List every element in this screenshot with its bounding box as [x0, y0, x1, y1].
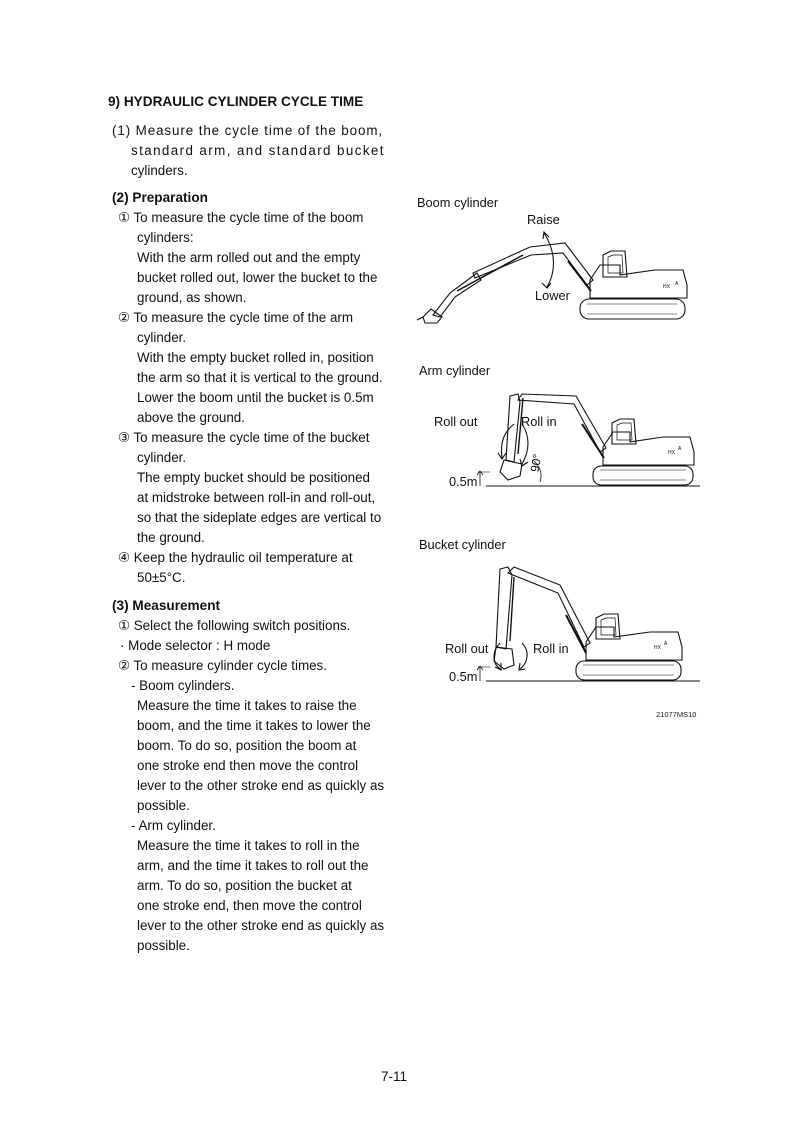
arm-roll-out-label: Roll out: [434, 414, 478, 429]
svg-text:HX: HX: [663, 284, 670, 290]
prep-line: 50±5°C.: [137, 570, 186, 585]
svg-text:A: A: [678, 446, 682, 452]
meas-line: one stroke end, then move the control: [137, 898, 362, 913]
bucket-figure-title: Bucket cylinder: [419, 537, 506, 552]
prep-line: With the arm rolled out and the empty: [137, 250, 361, 265]
prep-line: cylinder.: [137, 450, 187, 465]
bucket-roll-in-label: Roll in: [533, 641, 569, 656]
prep-line: The empty bucket should be positioned: [137, 470, 370, 485]
prep-line: so that the sideplate edges are vertical to: [137, 510, 382, 525]
meas-line: one stroke end then move the control: [137, 758, 359, 773]
boom-lower-label: Lower: [535, 288, 570, 303]
meas-line: arm, and the time it takes to roll out the: [137, 858, 369, 873]
preparation-heading: (2) Preparation: [112, 190, 208, 205]
prep-line: With the empty bucket rolled in, position: [137, 350, 374, 365]
meas-line: · Mode selector : H mode: [120, 638, 271, 653]
figure-code: 21077MS10: [656, 710, 697, 719]
arm-angle-label: 90°: [527, 452, 545, 474]
meas-line: possible.: [137, 938, 190, 953]
boom-figure-title: Boom cylinder: [417, 195, 499, 210]
meas-line: boom. To do so, position the boom at: [137, 738, 357, 753]
item1-line-3: cylinders.: [131, 163, 188, 178]
meas-line: Measure the time it takes to roll in the: [137, 838, 360, 853]
item1-line-1: (1) Measure the cycle time of the boom,: [112, 123, 384, 138]
bucket-height-label: 0.5m: [449, 669, 478, 684]
prep-line: cylinders:: [137, 230, 194, 245]
boom-raise-label: Raise: [527, 212, 560, 227]
item1-line-2: standard arm, and standard bucket: [131, 143, 385, 158]
meas-line: boom, and the time it takes to lower the: [137, 718, 371, 733]
section-title: 9) HYDRAULIC CYLINDER CYCLE TIME: [108, 94, 364, 109]
page-number: 7-11: [381, 1069, 408, 1084]
bucket-cylinder-excavator-illustration: [478, 555, 703, 690]
prep-line: bucket rolled out, lower the bucket to the: [137, 270, 378, 285]
measurement-heading: (3) Measurement: [112, 598, 221, 613]
meas-line: lever to the other stroke end as quickly as: [137, 918, 385, 933]
prep-line: the ground.: [137, 530, 205, 545]
prep-line: at midstroke between roll-in and roll-out,: [137, 490, 376, 505]
prep-line: the arm so that it is vertical to the ground.: [137, 370, 383, 385]
meas-line: lever to the other stroke end as quickly as: [137, 778, 385, 793]
prep-line: ④ Keep the hydraulic oil temperature at: [118, 550, 353, 565]
svg-text:A: A: [664, 641, 668, 647]
arm-figure-title: Arm cylinder: [419, 363, 491, 378]
meas-line: ② To measure cylinder cycle times.: [118, 658, 327, 673]
prep-line: cylinder.: [137, 330, 187, 345]
meas-line: ① Select the following switch positions.: [118, 618, 351, 633]
arm-height-label: 0.5m: [449, 474, 478, 489]
prep-line: ② To measure the cycle time of the arm: [118, 310, 354, 325]
arm-cylinder-excavator-illustration: [478, 380, 703, 495]
arm-roll-in-label: Roll in: [521, 414, 557, 429]
meas-line: possible.: [137, 798, 190, 813]
boom-cylinder-excavator-illustration: [415, 225, 695, 330]
bucket-roll-out-label: Roll out: [445, 641, 489, 656]
svg-text:HX: HX: [668, 450, 675, 456]
meas-line: Measure the time it takes to raise the: [137, 698, 357, 713]
prep-line: Lower the boom until the bucket is 0.5m: [137, 390, 374, 405]
prep-line: ground, as shown.: [137, 290, 247, 305]
meas-line: - Arm cylinder.: [131, 818, 216, 833]
svg-text:HX: HX: [654, 645, 661, 651]
prep-line: ③ To measure the cycle time of the bucket: [118, 430, 370, 445]
prep-line: ① To measure the cycle time of the boom: [118, 210, 364, 225]
meas-line: - Boom cylinders.: [131, 678, 235, 693]
prep-line: above the ground.: [137, 410, 245, 425]
meas-line: arm. To do so, position the bucket at: [137, 878, 352, 893]
svg-text:A: A: [675, 281, 679, 287]
